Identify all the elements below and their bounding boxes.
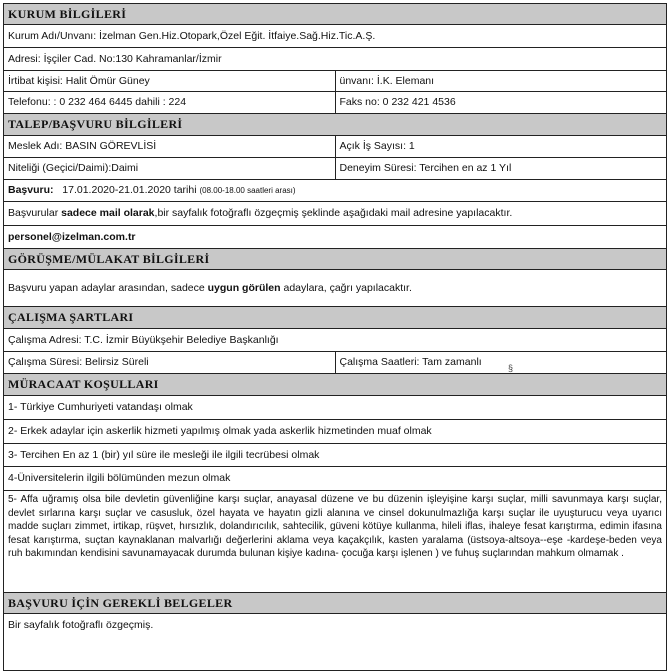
kurum-adres: Adresi: İşçiler Cad. No:130 Kahramanlar/İzmir (8, 52, 222, 65)
calisma-adres-row (4, 329, 666, 352)
section-header-calisma (4, 307, 666, 329)
belge-1-row (4, 614, 666, 636)
kosul-2: 2- Erkek adaylar için askerlik hizmeti yapılmış olmak yada askerlik hizmetinden muaf olmak (8, 425, 432, 437)
basvuru-mail-text (4, 207, 516, 220)
section-title: GÖRÜŞME/MÜLAKAT BİLGİLERİ (8, 252, 210, 266)
section-header-belgeler (4, 593, 666, 614)
kosul-1: 1- Türkiye Cumhuriyeti vatandaşı olmak (8, 401, 193, 413)
section-title: KURUM BİLGİLERİ (8, 7, 127, 21)
basvuru-label: Başvuru: (8, 184, 54, 196)
gorusme-row (4, 270, 666, 307)
calisma-sure-row (4, 352, 666, 374)
basvuru-saat: (08.00-18.00 saatleri arası) (199, 186, 296, 195)
kosul-3: 3- Tercihen En az 1 (bir) yıl süre ile mesleği ile ilgili tecrübesi olmak (8, 448, 320, 461)
kosul-1-row (4, 396, 666, 420)
telefon: Telefonu: : 0 232 464 6445 dahili : 224 (4, 92, 336, 113)
basvuru-tarih-value: 17.01.2020-21.01.2020 tarihi (62, 184, 197, 196)
gorusme-text (4, 282, 416, 295)
calisma-suresi: Çalışma Süresi: Belirsiz Süreli (4, 352, 336, 373)
kosul-5-row (4, 491, 666, 593)
acik-is-sayisi: Açık İş Sayısı: 1 (339, 140, 415, 152)
niteligi: Niteliği (Geçici/Daimi):Daimi (4, 158, 336, 179)
kosul-4-row (4, 467, 666, 491)
section-header-talep (4, 114, 666, 136)
basvuru-tarih (4, 184, 300, 197)
telefon-row (4, 92, 666, 114)
deneyim-suresi: Deneyim Süresi: Tercihen en az 1 Yıl (339, 162, 512, 174)
mail-pre: Başvurular (8, 207, 59, 219)
mail-post: ,bir sayfalık fotoğraflı özgeçmiş şeklinde aşağıdaki mail adresine yapılacaktır. (154, 207, 513, 219)
kosul-5: 5- Affa uğramış olsa bile devletin güvenliğine karşı suçlar, anayasal düzene ve bu düzenin işleyişine karşı suçlar, milli savunmaya karşı suçlar, devlet sırlarına karşı suçlar ve casusluk, özel hayata ve hayatın gizli alanına ve cinsel dokunulmazlığa karşı suçlar ile uyuşturucu veya uyarıcı madde suçları zimmet, irtikap, rüşvet, hırsızlık, dolandırıcılık, sahtecilik, güveni kötüye kullanma, hileli iflas, ihaleye fesat karıştırma, edimin ifasına fesat karıştırma, suçtan kaynaklanan malvarlığı değerlerini aklama veya kaçakçılık, kasten yaralama (üstsoya-altsoya--eşe -kardeşe-beden veya ruh bakımından kendisini savunamayacak durumda bulunan kişiye kadına- çocuğa karşı işlenen ) ve fuhuş suçlarından mahkum olmamak . (8, 494, 662, 560)
basvuru-tarih-row (4, 180, 666, 202)
irtibat-row (4, 71, 666, 92)
meslek-adi: Meslek Adı: BASIN GÖREVLİSİ (4, 136, 336, 157)
kurum-adres-row (4, 48, 666, 71)
section-title: BAŞVURU İÇİN GEREKLİ BELGELER (8, 596, 233, 610)
kurum-adi-row (4, 25, 666, 48)
kosul-3-row (4, 444, 666, 467)
kosul-2-row (4, 420, 666, 444)
section-header-gorusme (4, 249, 666, 270)
gorusme-post: adaylara, çağrı yapılacaktır. (283, 281, 412, 294)
section-header-kurum (4, 4, 666, 25)
email-address[interactable]: personel@izelman.com.tr (8, 230, 136, 243)
section-title: MÜRACAAT KOŞULLARI (8, 378, 159, 391)
gorusme-pre: Başvuru yapan adaylar arasından, sadece (8, 281, 205, 294)
meslek-row (4, 136, 666, 158)
section-title: TALEP/BAŞVURU BİLGİLERİ (8, 118, 183, 131)
irtibat-kisi: İrtibat kişisi: Halit Ömür Güney (4, 71, 336, 91)
basvuru-mail-row (4, 202, 666, 226)
faks: Faks no: 0 232 421 4536 (339, 96, 456, 108)
gorusme-bold: uygun görülen (207, 281, 281, 294)
belge-1: Bir sayfalık fotoğraflı özgeçmiş. (8, 618, 154, 631)
kosul-4: 4-Üniversitelerin ilgili bölümünden mezun olmak (8, 472, 231, 484)
mail-bold: sadece mail olarak (61, 207, 155, 219)
irtibat-unvan: ünvanı: İ.K. Elemanı (339, 74, 435, 87)
kurum-adi: Kurum Adı/Unvanı: İzelman Gen.Hiz.Otopark,Özel Eğit. İtfaiye.Sağ.Hiz.Tic.A.Ş. (8, 29, 376, 42)
email-row (4, 226, 666, 249)
nitelik-row (4, 158, 666, 180)
section-title: ÇALIŞMA ŞARTLARI (8, 311, 134, 324)
calisma-saatleri: Çalışma Saatleri: Tam zamanlı (339, 356, 482, 368)
job-posting-form (3, 3, 667, 671)
margin-mark: § (508, 363, 514, 373)
calisma-adres: Çalışma Adresi: T.C. İzmir Büyükşehir Belediye Başkanlığı (8, 333, 279, 346)
section-header-muracaat (4, 374, 666, 396)
